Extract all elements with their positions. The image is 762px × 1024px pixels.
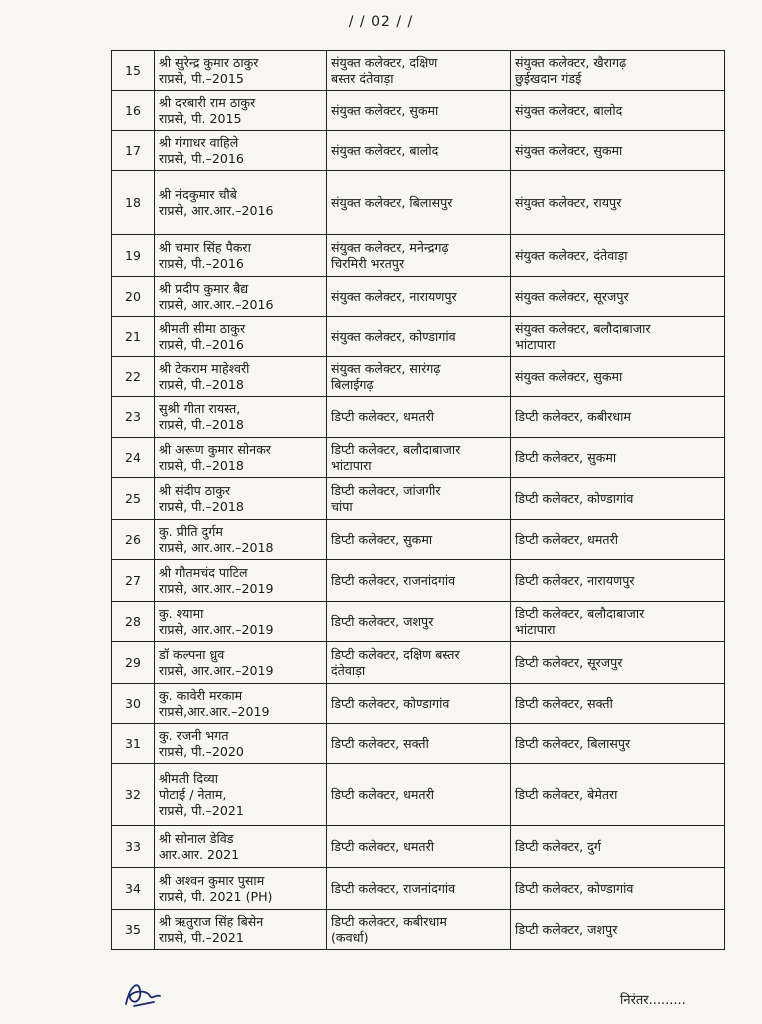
officer-service: राप्रसे, आर.आर.–2016 [159, 202, 274, 218]
table-row [112, 868, 725, 910]
serial-number-cell [112, 602, 155, 642]
officer-name: श्रीमती सीमा ठाकुर [159, 320, 246, 336]
table-row [112, 171, 725, 235]
new-posting: डिप्टी कलेक्टर, कोण्डागांव [515, 490, 634, 506]
current-posting-cell [327, 438, 511, 478]
new-posting-cell [511, 235, 725, 277]
officer-name: श्री संदीप ठाकुर [159, 482, 231, 498]
serial-number-cell [112, 317, 155, 357]
table-row [112, 131, 725, 171]
officer-name: श्री सुरेन्द्र कुमार ठाकुर [159, 54, 259, 70]
officer-cell [155, 317, 327, 357]
new-posting-line: भांटापारा [515, 621, 556, 637]
table-row [112, 317, 725, 357]
new-posting: संयुक्त कलेक्टर, दंतेवाड़ा [515, 247, 628, 263]
new-posting-line: भांटापारा [515, 336, 556, 352]
serial-number: 22 [125, 368, 141, 384]
new-posting-cell [511, 91, 725, 131]
current-posting-cell [327, 478, 511, 520]
new-posting-cell [511, 724, 725, 764]
new-posting-cell [511, 826, 725, 868]
new-posting-cell [511, 910, 725, 950]
officer-cell [155, 520, 327, 560]
officer-service: राप्रसे, आर.आर.–2018 [159, 539, 274, 555]
current-posting-cell [327, 171, 511, 235]
current-posting: डिप्टी कलेक्टर, राजनांदगांव [331, 880, 456, 896]
officer-cell [155, 724, 327, 764]
serial-number-cell [112, 478, 155, 520]
current-posting: डिप्टी कलेक्टर, कबीरधाम [331, 913, 447, 929]
current-posting: संयुक्त कलेक्टर, सुकमा [331, 102, 439, 118]
serial-number-cell [112, 520, 155, 560]
table-row [112, 602, 725, 642]
current-posting: संयुक्त कलेक्टर, बालोद [331, 142, 439, 158]
new-posting: डिप्टी कलेक्टर, कबीरधाम [515, 409, 631, 424]
officer-service: राप्रसे,आर.आर.–2019 [159, 703, 270, 719]
current-posting-cell [327, 602, 511, 642]
current-posting-cell [327, 826, 511, 868]
serial-number: 25 [125, 490, 141, 506]
new-posting-cell [511, 642, 725, 684]
new-posting-cell [511, 478, 725, 520]
officer-cell [155, 826, 327, 868]
officer-name: श्री नंदकुमार चौबे [159, 186, 237, 202]
officer-cell [155, 171, 327, 235]
current-posting-cell [327, 91, 511, 131]
current-posting: डिप्टी कलेक्टर, बलौदाबाजार [331, 441, 461, 457]
officer-name: श्री ऋतुराज सिंह बिसेन [159, 913, 264, 929]
serial-number-cell [112, 357, 155, 397]
officer-service: राप्रसे, पी.–2018 [159, 417, 244, 432]
table-row [112, 478, 725, 520]
new-posting-cell [511, 560, 725, 602]
current-posting-cell [327, 277, 511, 317]
serial-number: 29 [125, 654, 141, 670]
serial-number: 35 [125, 921, 141, 937]
current-posting: डिप्टी कलेक्टर, जांजगीर [331, 482, 441, 498]
current-posting: संयुक्त कलेक्टर, नारायणपुर [331, 288, 457, 304]
officer-service: राप्रसे, आर.आर.–2019 [159, 580, 274, 596]
officer-service: राप्रसे, पी.–2016 [159, 255, 244, 271]
serial-number: 15 [125, 62, 141, 78]
current-posting: संयुक्त कलेक्टर, बिलासपुर [331, 194, 453, 210]
officer-service: राप्रसे, पी.–2016 [159, 150, 244, 166]
serial-number: 31 [125, 735, 141, 751]
table-body [112, 51, 725, 950]
new-posting-cell [511, 317, 725, 357]
new-posting-cell [511, 397, 725, 438]
serial-number-cell [112, 171, 155, 235]
new-posting-cell [511, 684, 725, 724]
officer-name: कु. प्रीति दुर्गम [159, 523, 223, 539]
officer-cell [155, 868, 327, 910]
current-posting-cell [327, 868, 511, 910]
serial-number: 32 [125, 786, 141, 802]
new-posting: डिप्टी कलेक्टर, बिलासपुर [515, 735, 631, 751]
officer-name: श्री टेकराम माहेश्वरी [159, 360, 250, 376]
serial-number: 17 [125, 142, 141, 158]
current-posting: संयुक्त कलेक्टर, कोण्डागांव [331, 328, 456, 344]
serial-number: 18 [125, 194, 141, 210]
new-posting-cell [511, 438, 725, 478]
new-posting-cell [511, 764, 725, 826]
officer-cell [155, 642, 327, 684]
new-posting: डिप्टी कलेक्टर, नारायणपुर [515, 572, 635, 588]
officer-name: श्री दरबारी राम ठाकुर [159, 94, 256, 110]
new-posting: संयुक्त कलेक्टर, बालोद [515, 102, 623, 118]
officer-name: श्री गंगाधर वाहिले [159, 134, 239, 150]
serial-number: 28 [125, 613, 141, 629]
new-posting: डिप्टी कलेक्टर, सक्ती [515, 695, 613, 711]
new-posting-cell [511, 277, 725, 317]
current-posting: डिप्टी कलेक्टर, धमतरी [331, 838, 434, 854]
officer-cell [155, 51, 327, 91]
new-posting: डिप्टी कलेक्टर, दुर्ग [515, 838, 601, 854]
serial-number-cell [112, 91, 155, 131]
new-posting: संयुक्त कलेक्टर, सुकमा [515, 142, 623, 158]
continued-note: निरंतर......... [620, 993, 686, 1008]
current-posting-cell [327, 684, 511, 724]
table-row [112, 910, 725, 950]
officer-service: राप्रसे, पी.–2020 [159, 743, 244, 759]
table-row [112, 277, 725, 317]
current-posting-cell [327, 764, 511, 826]
officer-name: श्री प्रदीप कुमार बैद्य [159, 280, 249, 296]
current-posting-cell [327, 131, 511, 171]
officer-cell [155, 684, 327, 724]
current-posting-cell [327, 235, 511, 277]
serial-number-cell [112, 764, 155, 826]
table-row [112, 684, 725, 724]
officer-service: राप्रसे, पी.–2016 [159, 336, 244, 352]
officer-cell [155, 560, 327, 602]
current-posting: डिप्टी कलेक्टर, जशपुर [331, 613, 434, 629]
table-row [112, 826, 725, 868]
new-posting: डिप्टी कलेक्टर, धमतरी [515, 531, 618, 547]
officer-name: श्री अरूण कुमार सोनकर [159, 441, 271, 457]
serial-number: 34 [125, 880, 141, 896]
serial-number-cell [112, 51, 155, 91]
serial-number-cell [112, 235, 155, 277]
officer-cell [155, 602, 327, 642]
officer-cell [155, 357, 327, 397]
serial-number: 20 [125, 288, 141, 304]
current-posting: डिप्टी कलेक्टर, कोण्डागांव [331, 695, 450, 711]
officer-service: राप्रसे, पी.–2018 [159, 376, 244, 392]
serial-number: 30 [125, 695, 141, 711]
serial-number-cell [112, 438, 155, 478]
new-posting-cell [511, 51, 725, 91]
new-posting: संयुक्त कलेक्टर, सुकमा [515, 368, 623, 384]
officer-name: श्रीमती दिव्या [159, 770, 218, 786]
table-row [112, 520, 725, 560]
current-posting-cell [327, 520, 511, 560]
table-row [112, 357, 725, 397]
current-posting-line: भांटापारा [331, 457, 372, 473]
serial-number-cell [112, 910, 155, 950]
table-row [112, 397, 725, 438]
current-posting: डिप्टी कलेक्टर, राजनांदगांव [331, 572, 456, 588]
serial-number-cell [112, 642, 155, 684]
table-row [112, 560, 725, 602]
new-posting: डिप्टी कलेक्टर, बलौदाबाजार [515, 605, 645, 621]
officer-name: कु. कावेरी मरकाम [159, 687, 243, 703]
new-posting-cell [511, 357, 725, 397]
current-posting: संयुक्त कलेक्टर, दक्षिण [331, 54, 438, 70]
current-posting-cell [327, 357, 511, 397]
officer-service: राप्रसे, पी. 2021 (PH) [159, 888, 273, 904]
officer-service: राप्रसे, पी.–2015 [159, 70, 244, 86]
officer-service: राप्रसे, पी. 2015 [159, 110, 242, 126]
new-posting: संयुक्त कलेक्टर, बलौदाबाजार [515, 320, 651, 336]
officer-name: कु. रजनी भगत [159, 727, 229, 743]
new-posting: डिप्टी कलेक्टर, कोण्डागांव [515, 880, 634, 896]
current-posting: संयुक्त कलेक्टर, सारंगढ़ [331, 360, 441, 376]
officer-service: राप्रसे, पी.–2018 [159, 498, 244, 514]
serial-number: 27 [125, 572, 141, 588]
current-posting: डिप्टी कलेक्टर, सुकमा [331, 531, 433, 547]
current-posting: डिप्टी कलेक्टर, धमतरी [331, 409, 434, 424]
officer-name: डॉ कल्पना ध्रुव [159, 646, 225, 662]
new-posting-cell [511, 868, 725, 910]
new-posting: डिप्टी कलेक्टर, बेमेतरा [515, 786, 618, 802]
current-posting-cell [327, 724, 511, 764]
new-posting: डिप्टी कलेक्टर, सूरजपुर [515, 654, 623, 670]
current-posting-line: चिरमिरी भरतपुर [331, 255, 405, 271]
table-row [112, 724, 725, 764]
table-row [112, 91, 725, 131]
new-posting: संयुक्त कलेक्टर, खैरागढ़ [515, 54, 627, 70]
current-posting: डिप्टी कलेक्टर, सक्ती [331, 735, 429, 751]
table-row [112, 438, 725, 478]
new-posting: डिप्टी कलेक्टर, जशपुर [515, 921, 618, 937]
current-posting-line: चांपा [331, 498, 353, 514]
officer-cell [155, 131, 327, 171]
current-posting-cell [327, 397, 511, 438]
current-posting-cell [327, 642, 511, 684]
serial-number-cell [112, 131, 155, 171]
officer-cell [155, 277, 327, 317]
current-posting-line: बिलाईगढ़ [331, 376, 374, 392]
officer-service-line: राप्रसे, पी.–2021 [159, 802, 244, 818]
current-posting-line: बस्तर दंतेवाड़ा [331, 70, 394, 86]
current-posting: संयुक्त कलेक्टर, मनेन्द्रगढ़ [331, 239, 449, 255]
current-posting: डिप्टी कलेक्टर, धमतरी [331, 786, 434, 802]
officer-cell [155, 910, 327, 950]
new-posting: संयुक्त कलेक्टर, सूरजपुर [515, 288, 629, 304]
serial-number-cell [112, 724, 155, 764]
table-row [112, 764, 725, 826]
new-posting-cell [511, 171, 725, 235]
new-posting-cell [511, 520, 725, 560]
new-posting-cell [511, 602, 725, 642]
serial-number-cell [112, 397, 155, 438]
officer-name: श्री चमार सिंह पैकरा [159, 239, 251, 255]
serial-number: 26 [125, 531, 141, 547]
officer-service: राप्रसे, आर.आर.–2019 [159, 621, 274, 637]
officer-cell [155, 91, 327, 131]
current-posting-cell [327, 910, 511, 950]
current-posting-cell [327, 560, 511, 602]
officer-service: राप्रसे, पी.–2018 [159, 457, 244, 473]
new-posting-line: छुईखदान गंडई [515, 70, 582, 86]
new-posting: डिप्टी कलेक्टर, सुकमा [515, 449, 617, 465]
officer-cell [155, 478, 327, 520]
officer-service: राप्रसे, पी.–2021 [159, 929, 244, 945]
page-number: / / 02 / / [348, 14, 414, 30]
table-row [112, 642, 725, 684]
current-posting-cell [327, 51, 511, 91]
current-posting: डिप्टी कलेक्टर, दक्षिण बस्तर [331, 646, 460, 662]
officer-cell [155, 235, 327, 277]
serial-number: 23 [125, 409, 141, 424]
new-posting-cell [511, 131, 725, 171]
officer-service: आर.आर. 2021 [159, 846, 240, 862]
serial-number-cell [112, 560, 155, 602]
transfer-table [111, 50, 725, 950]
officer-name: श्री गौतमचंद पाटिल [159, 564, 248, 580]
officer-name: श्री सोनाल डेविड [159, 830, 234, 846]
table-row [112, 235, 725, 277]
officer-name: कु. श्यामा [159, 605, 204, 621]
officer-name: श्री अश्वन कुमार पुसाम [159, 872, 265, 888]
current-posting-line: (कवर्धा) [331, 929, 369, 945]
officer-service: पोटाई / नेताम, [159, 786, 227, 802]
table-row [112, 51, 725, 91]
officer-service: राप्रसे, आर.आर.–2016 [159, 296, 274, 312]
officer-service: राप्रसे, आर.आर.–2019 [159, 662, 274, 678]
serial-number-cell [112, 277, 155, 317]
serial-number-cell [112, 826, 155, 868]
officer-name: सुश्री गीता रायस्त, [159, 401, 241, 416]
current-posting-cell [327, 317, 511, 357]
current-posting-line: दंतेवाड़ा [331, 662, 366, 678]
serial-number: 16 [125, 102, 141, 118]
serial-number: 21 [125, 328, 141, 344]
officer-cell [155, 764, 327, 826]
new-posting: संयुक्त कलेक्टर, रायपुर [515, 194, 622, 210]
signature-mark [120, 976, 168, 1010]
serial-number: 33 [125, 838, 141, 854]
serial-number: 19 [125, 247, 141, 263]
officer-cell [155, 397, 327, 438]
serial-number: 24 [125, 449, 141, 465]
officer-cell [155, 438, 327, 478]
serial-number-cell [112, 684, 155, 724]
serial-number-cell [112, 868, 155, 910]
